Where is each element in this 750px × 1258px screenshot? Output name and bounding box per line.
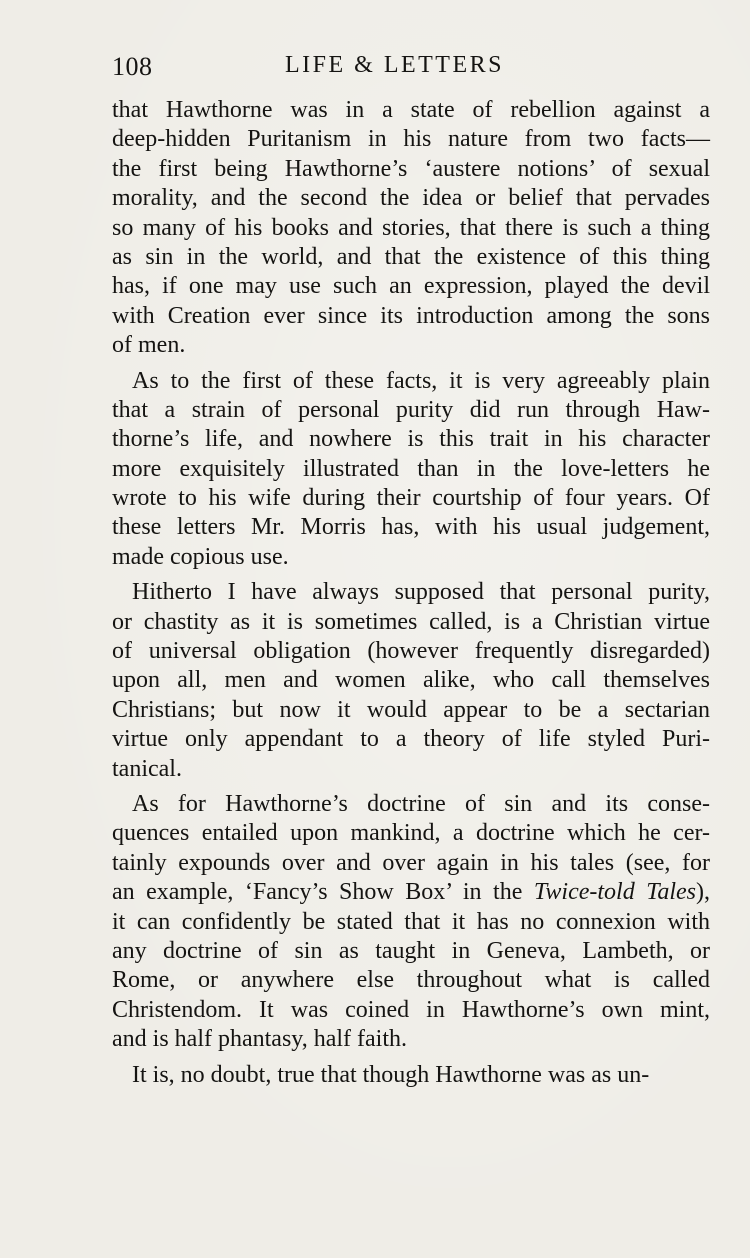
text-line: virtue only appendant to a theory of life styled Puri- [112,726,710,753]
text-line: upon all, men and women alike, who call themselves [112,667,710,694]
text-line: and is half phantasy, half faith. [112,1026,408,1053]
page-header [112,52,710,86]
text-line: thorne’s life, and nowhere is this trait in his character [112,426,710,453]
text-segment: ), [696,879,711,906]
text-line: that a strain of personal purity did run through Haw- [112,396,710,423]
page-number: 108 [112,52,153,81]
text-segment: an example, ‘Fancy’s Show Box’ in the [112,879,534,906]
text-line: has, if one may use such an expression, played the devil [112,273,710,300]
text-line: made copious use. [112,543,289,570]
text-line: Hitherto I have always supposed that personal purity, [132,579,710,606]
text-line: with Creation ever since its introduction among the sons [112,302,710,329]
text-line: or chastity as it is sometimes called, is a Christian virtue [112,608,710,635]
text-line: more exquisitely illustrated than in the love-letters he [112,455,710,482]
text-line: deep-hidden Puritanism in his nature from two facts— [112,126,710,153]
text-line: wrote to his wife during their courtship of four years. Of [112,485,710,512]
text-line: Christendom. It was coined in Hawthorne’s own mint, [112,996,710,1023]
text-line: As for Hawthorne’s doctrine of sin and its conse- [132,790,710,817]
text-line: any doctrine of sin as taught in Geneva, Lambeth, or [112,937,710,964]
text-line: it can confidently be stated that it has no connexion with [112,908,710,935]
text-line: tainly expounds over and over again in his tales (see, for [112,849,710,876]
paragraph-1 [112,96,710,361]
text-line: morality, and the second the idea or belief that pervades [112,185,710,212]
text-line: Christians; but now it would appear to be a sectarian [112,696,710,723]
text-line: As to the first of these facts, it is very agreeably plain [132,367,710,394]
running-head: LIFE & LETTERS [285,52,504,78]
text-line: as sin in the world, and that the existence of this thing [112,243,710,270]
text-line: so many of his books and stories, that there is such a thing [112,214,710,241]
text-line: It is, no doubt, true that though Hawthorne was as un- [132,1061,650,1088]
text-line: Rome, or anywhere else throughout what is called [112,967,710,994]
book-title-italic: Twice-told Tales [533,879,697,906]
text-line: these letters Mr. Morris has, with his usual judgement, [112,514,710,541]
text-line: that Hawthorne was in a state of rebellion against a [112,97,710,123]
text-line: of men. [112,332,186,359]
text-line: quences entailed upon mankind, a doctrine which he cer- [112,820,710,847]
text-line: of universal obligation (however frequently disregarded) [112,638,710,665]
paragraph-3 [112,578,710,784]
text-line: the first being Hawthorne’s ‘austere notions’ of sexual [112,155,710,182]
text-line: tanical. [112,755,182,782]
paragraph-5 [112,1061,710,1090]
paragraph-2 [112,367,710,573]
paragraph-4 [112,790,710,1055]
text-line-with-title [112,878,710,907]
body-text [112,96,710,1096]
